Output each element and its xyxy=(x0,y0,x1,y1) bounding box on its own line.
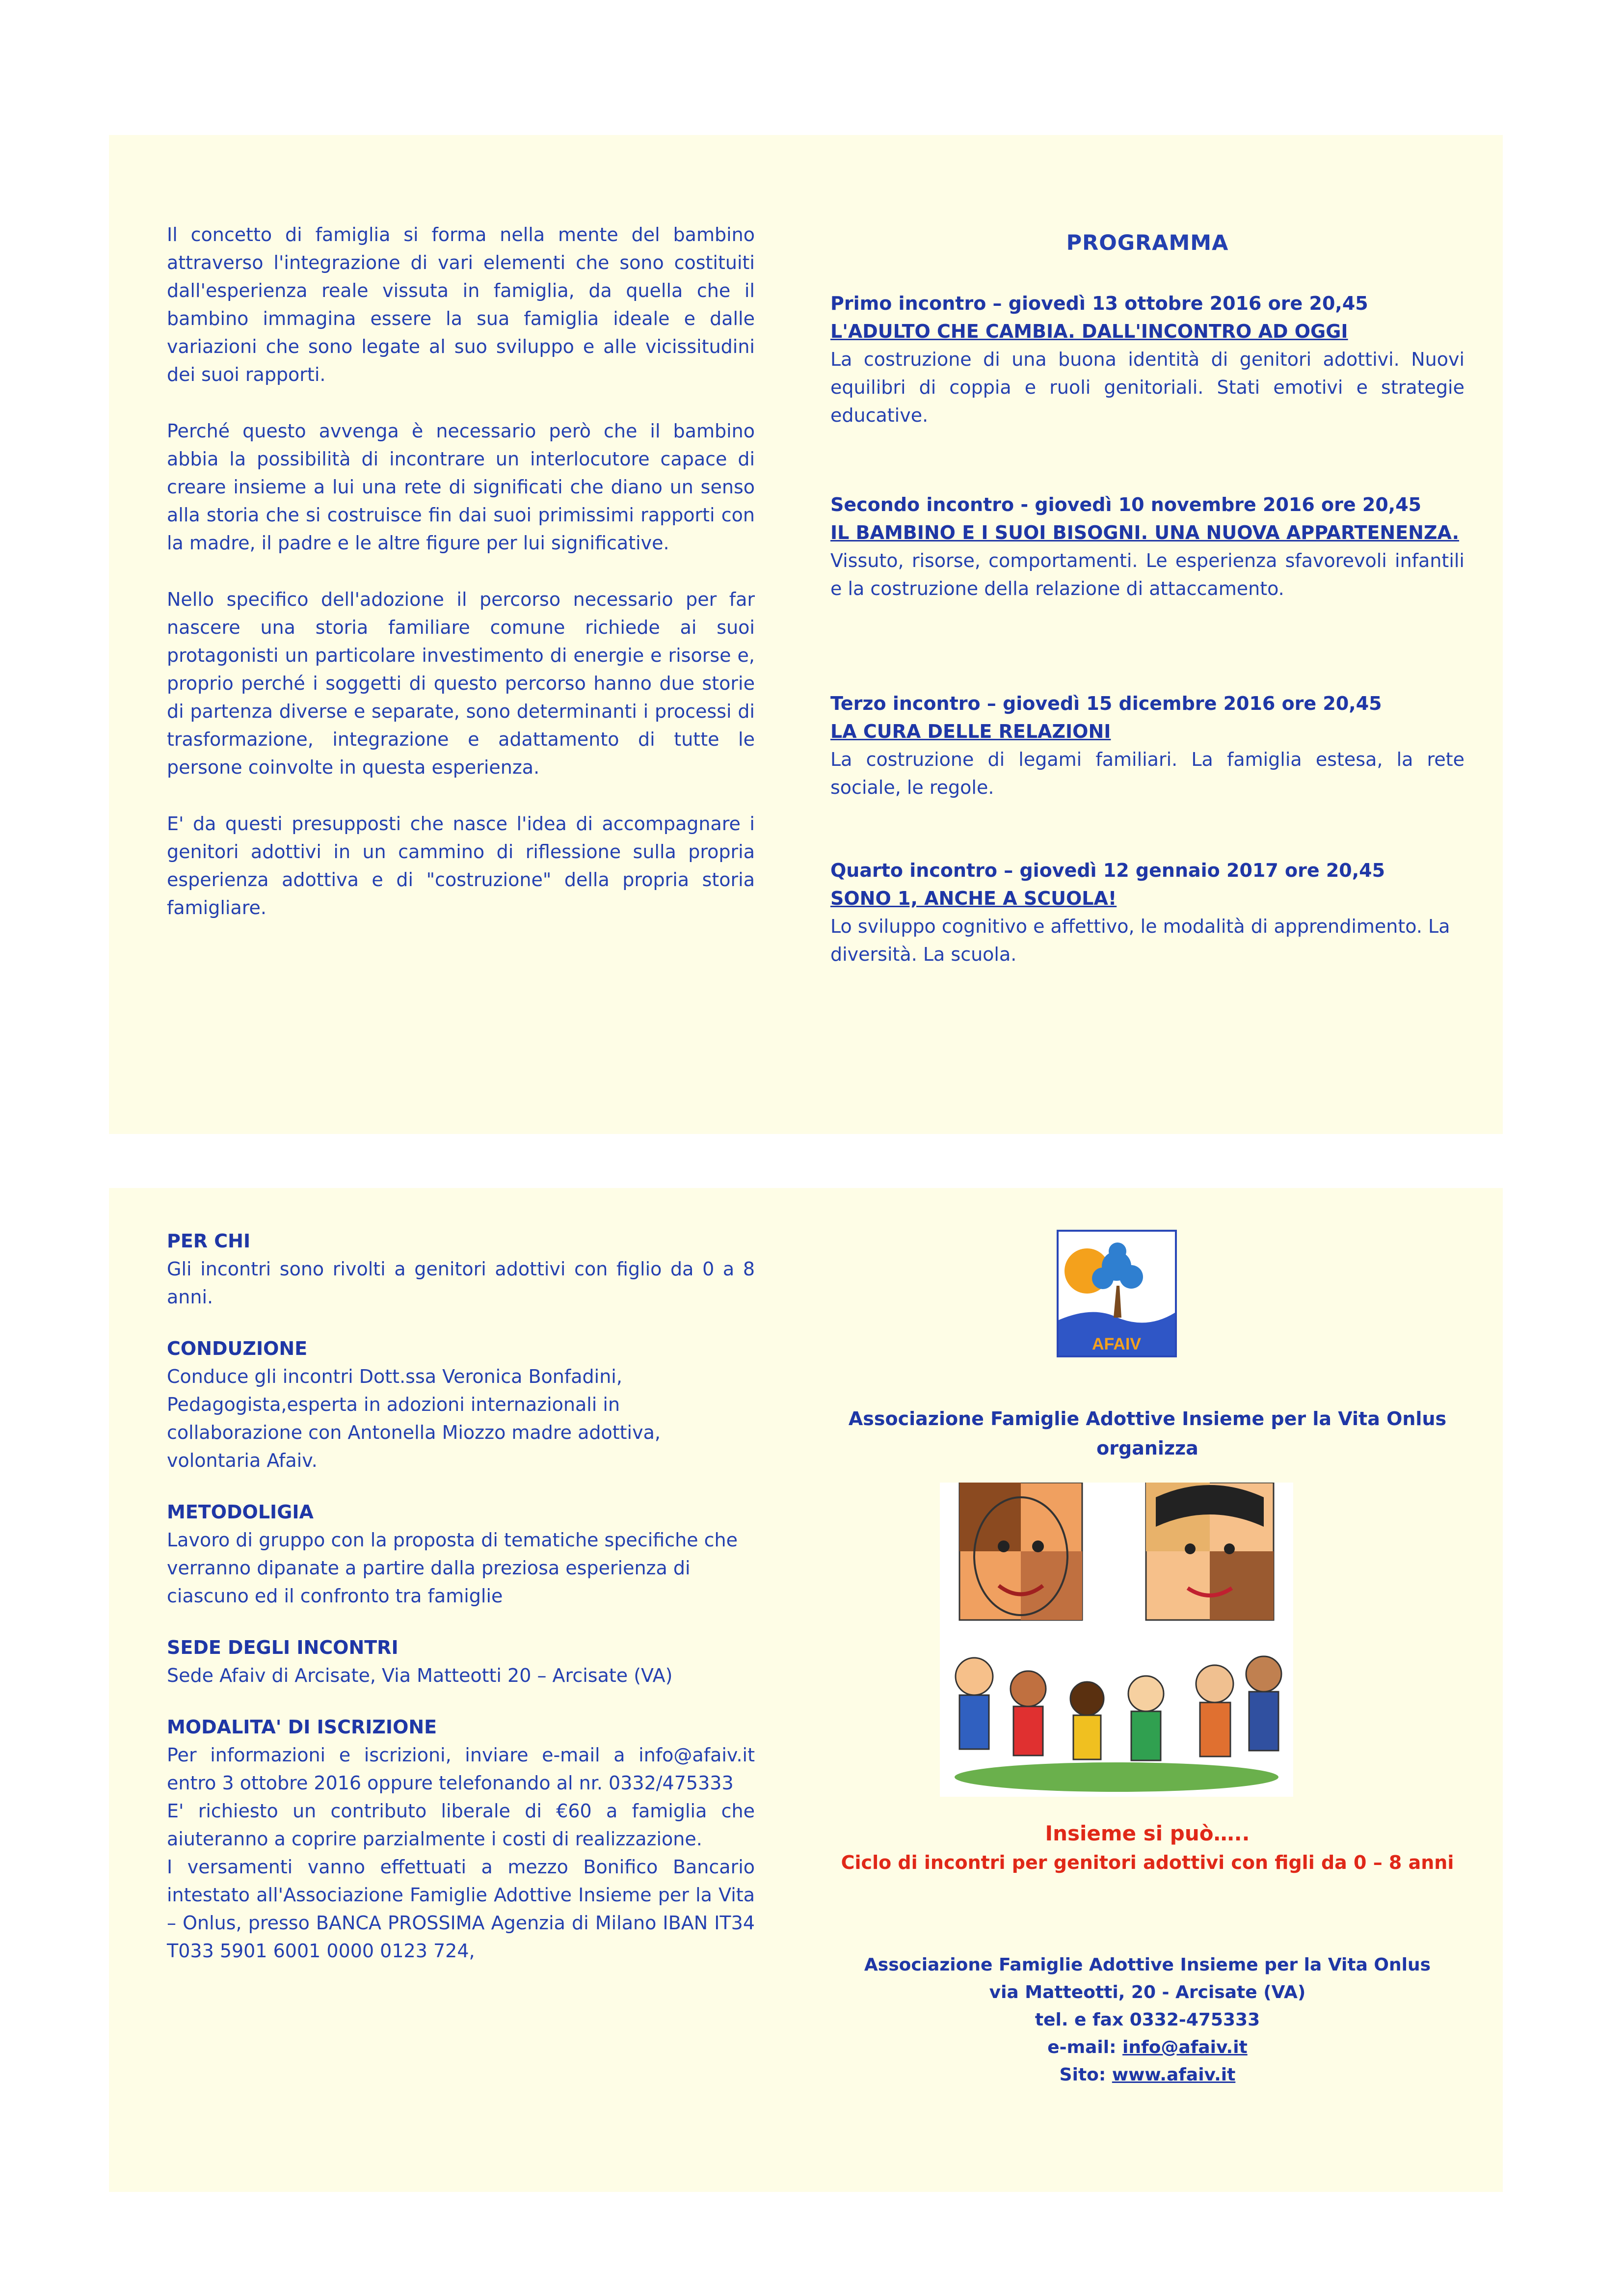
incontro-head: Primo incontro – giovedì 13 ottobre 2016 ore 20,45 xyxy=(830,293,1368,314)
iscrizione-section xyxy=(167,1713,755,1965)
bottom-panel xyxy=(109,1188,1503,2192)
incontro-desc: La costruzione di legami familiari. La famiglia estesa, la rete sociale, le regole. xyxy=(830,749,1464,798)
incontro-desc: Lo sviluppo cognitivo e affettivo, le modalità di apprendimento. La diversità. La scuola. xyxy=(830,916,1450,965)
section-text: I versamenti vanno effettuati a mezzo Bonifico Bancario intestato all'Associazione Famiglie Adottive Insieme per la Vita – Onlus, presso BANCA PROSSIMA Agenzia di Milano IBAN IT34 T033 5901 6001 0000 0123 724, xyxy=(167,1856,755,1962)
section-heading: CONDUZIONE xyxy=(167,1338,308,1359)
section-text: E' richiesto un contributo liberale di €60 a famiglia che aiuteranno a coprire parzialmente i costi di realizzazione. xyxy=(167,1800,755,1850)
site-link[interactable]: www.afaiv.it xyxy=(1112,2065,1236,2085)
incontro-desc: La costruzione di una buona identità di genitori adottivi. Nuovi equilibri di coppia e ruoli genitoriali. Stati emotivi e strategie educative. xyxy=(830,349,1464,426)
section-text: Conduce gli incontri Dott.ssa Veronica Bonfadini, Pedagogista,esperta in adozioni internazionali in collaborazione con Antonella Miozzo madre adottiva, volontaria Afaiv. xyxy=(167,1366,661,1471)
contact-email-line xyxy=(830,2034,1464,2061)
programma-title: PROGRAMMA xyxy=(1066,231,1229,255)
metodologia-section xyxy=(167,1498,755,1610)
section-text: Per informazioni e iscrizioni, inviare e-mail a info@afaiv.it entro 3 ottobre 2016 oppure telefonando al nr. 0332/475333 xyxy=(167,1744,755,1794)
organizza-label: organizza xyxy=(1096,1437,1198,1459)
incontro-3 xyxy=(830,690,1464,802)
children-illustration xyxy=(940,1483,1293,1797)
section-heading: MODALITA' DI ISCRIZIONE xyxy=(167,1716,437,1738)
incontro-title: SONO 1, ANCHE A SCUOLA! xyxy=(830,888,1117,909)
section-text: Sede Afaiv di Arcisate, Via Matteotti 20 – Arcisate (VA) xyxy=(167,1665,673,1686)
logo-text: AFAIV xyxy=(1091,1335,1142,1353)
intro-paragraph-3: Nello specifico dell'adozione il percorso necessario per far nascere una storia familiare comune richiede ai suoi protagonisti un particolare investimento di energie e risorse e, proprio perché i soggetti di questo percorso hanno due storie di partenza diverse e separate, sono determinanti i processi di trasformazione, integrazione e adattamento di tutte le persone coinvolte in questa esperienza. xyxy=(167,589,755,778)
incontro-4 xyxy=(830,857,1464,969)
incontro-title: IL BAMBINO E I SUOI BISOGNI. UNA NUOVA APPARTENENZA. xyxy=(830,522,1460,543)
incontro-desc: Vissuto, risorse, comportamenti. Le esperienza sfavorevoli infantili e la costruzione della relazione di attaccamento. xyxy=(830,550,1464,599)
contact-tel: tel. e fax 0332-475333 xyxy=(1035,2010,1260,2030)
top-panel xyxy=(109,135,1503,1134)
incontro-head: Secondo incontro - giovedì 10 novembre 2016 ore 20,45 xyxy=(830,494,1422,515)
section-heading: PER CHI xyxy=(167,1230,251,1252)
contact-address: via Matteotti, 20 - Arcisate (VA) xyxy=(989,1982,1306,2002)
email-label: e-mail: xyxy=(1047,2037,1123,2057)
intro-paragraph-1: Il concetto di famiglia si forma nella mente del bambino attraverso l'integrazione di vari elementi che sono costituiti dall'esperienza reale vissuta in famiglia, da quella che il bambino immagina essere la sua famiglia ideale e dalle variazioni che sono legate al suo sviluppo e alle vicissitudini dei suoi rapporti. xyxy=(167,224,755,385)
afaiv-logo xyxy=(1057,1230,1177,1357)
organizer-block xyxy=(830,1404,1464,1463)
email-link[interactable]: info@afaiv.it xyxy=(1122,2037,1248,2057)
contact-block xyxy=(830,1951,1464,2089)
conduzione-section xyxy=(167,1335,755,1475)
slogan-text: Insieme si può….. xyxy=(1045,1821,1250,1845)
contact-site-line xyxy=(830,2061,1464,2089)
per-chi-section xyxy=(167,1227,755,1311)
incontro-head: Quarto incontro – giovedì 12 gennaio 2017 ore 20,45 xyxy=(830,860,1385,881)
org-name: Associazione Famiglie Adottive Insieme per la Vita Onlus xyxy=(848,1408,1447,1430)
incontro-1 xyxy=(830,290,1464,430)
section-text: Lavoro di gruppo con la proposta di tematiche specifiche che verranno dipanate a partire dalla preziosa esperienza di ciascuno ed il confronto tra famiglie xyxy=(167,1529,738,1607)
sede-section xyxy=(167,1634,755,1690)
section-text: Gli incontri sono rivolti a genitori adottivi con figlio da 0 a 8 anni. xyxy=(167,1258,755,1308)
incontro-head: Terzo incontro – giovedì 15 dicembre 2016 ore 20,45 xyxy=(830,693,1382,714)
intro-paragraph-2: Perché questo avvenga è necessario però che il bambino abbia la possibilità di incontrare un interlocutore capace di creare insieme a lui una rete di significati che diano un senso alla storia che si costruisce fin dai suoi primissimi rapporti con la madre, il padre e le altre figure per lui significative. xyxy=(167,420,755,554)
ciclo-text: Ciclo di incontri per genitori adottivi con figli da 0 – 8 anni xyxy=(841,1852,1454,1873)
slogan-block xyxy=(830,1819,1464,1877)
intro-column xyxy=(167,221,755,922)
site-label: Sito: xyxy=(1059,2065,1112,2085)
section-heading: SEDE DEGLI INCONTRI xyxy=(167,1637,399,1658)
children-faces-image xyxy=(940,1483,1293,1797)
info-column xyxy=(167,1227,755,1965)
tree-sun-logo-icon xyxy=(1059,1232,1175,1355)
incontro-2 xyxy=(830,491,1464,603)
contact-org: Associazione Famiglie Adottive Insieme per la Vita Onlus xyxy=(864,1955,1431,1975)
incontro-title: LA CURA DELLE RELAZIONI xyxy=(830,721,1111,742)
section-heading: METODOLIGIA xyxy=(167,1501,314,1523)
intro-paragraph-4: E' da questi presupposti che nasce l'idea di accompagnare i genitori adottivi in un cammino di riflessione sulla propria esperienza adottiva e di "costruzione" della propria storia famigliare. xyxy=(167,813,755,918)
incontro-title: L'ADULTO CHE CAMBIA. DALL'INCONTRO AD OGGI xyxy=(830,321,1348,342)
